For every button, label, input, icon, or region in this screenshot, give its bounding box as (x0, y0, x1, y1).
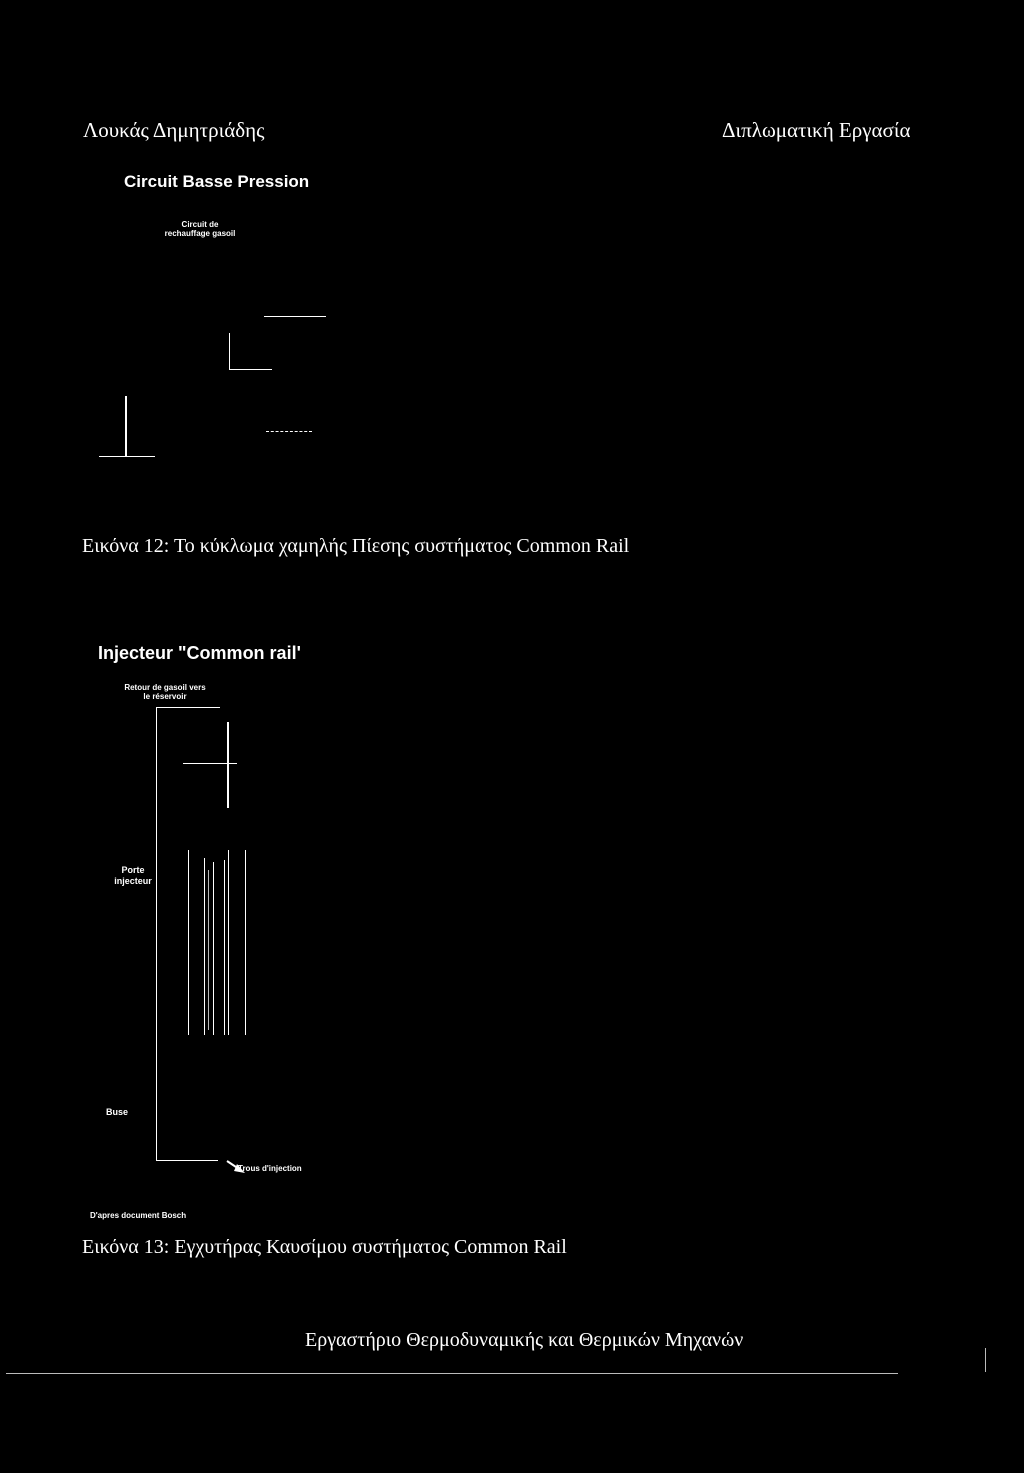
figure13-label-holder: Porte injecteur (114, 865, 152, 886)
footer-lab: Εργαστήριο Θερμοδυναμικής και Θερμικών Μηχανών (305, 1329, 744, 1351)
injector-inner-line (204, 858, 205, 1035)
figure13-title: Injecteur "Common rail' (98, 643, 301, 663)
diagram-line (229, 333, 230, 370)
injector-inner-line (224, 860, 225, 1035)
injector-outline (156, 707, 157, 1160)
figure12-title: Circuit Basse Pression (124, 172, 310, 191)
injector-fitting (227, 722, 229, 808)
injector-inner-line (228, 850, 229, 1035)
diagram-line (99, 456, 155, 457)
figure13-label-nozzle: Buse (106, 1107, 129, 1117)
header-doc-type: Διπλωματική Εργασία (722, 118, 911, 142)
diagram-line (264, 316, 326, 317)
figure12-label-heating: Circuit de rechauffage gasoil (164, 220, 236, 238)
injector-inner-line (245, 850, 246, 1035)
injector-outline (156, 707, 220, 708)
injector-inner-line (188, 850, 189, 1035)
figure13-credit: D'apres document Bosch (90, 1211, 187, 1220)
injector-fitting (183, 763, 237, 764)
figure12-caption: Εικόνα 12: Το κύκλωμα χαμηλής Πίεσης συστήματος Common Rail (82, 535, 630, 557)
diagram-dashed-line (266, 431, 312, 432)
footer-mark (985, 1348, 986, 1372)
injector-outline (156, 1160, 218, 1161)
diagram-line (125, 396, 127, 457)
injector-inner-line (208, 870, 209, 1030)
diagram-line (229, 369, 272, 370)
figure13-label-return: Retour de gasoil vers le réservoir (124, 683, 206, 701)
header-author: Λουκάς Δημητριάδης (83, 118, 265, 142)
figure13-caption: Εικόνα 13: Εγχυτήρας Καυσίμου συστήματος Common Rail (82, 1236, 567, 1258)
injector-inner-line (213, 862, 214, 1035)
footer-rule (6, 1373, 898, 1374)
figure13-label-holes: Trous d'injection (238, 1164, 302, 1173)
